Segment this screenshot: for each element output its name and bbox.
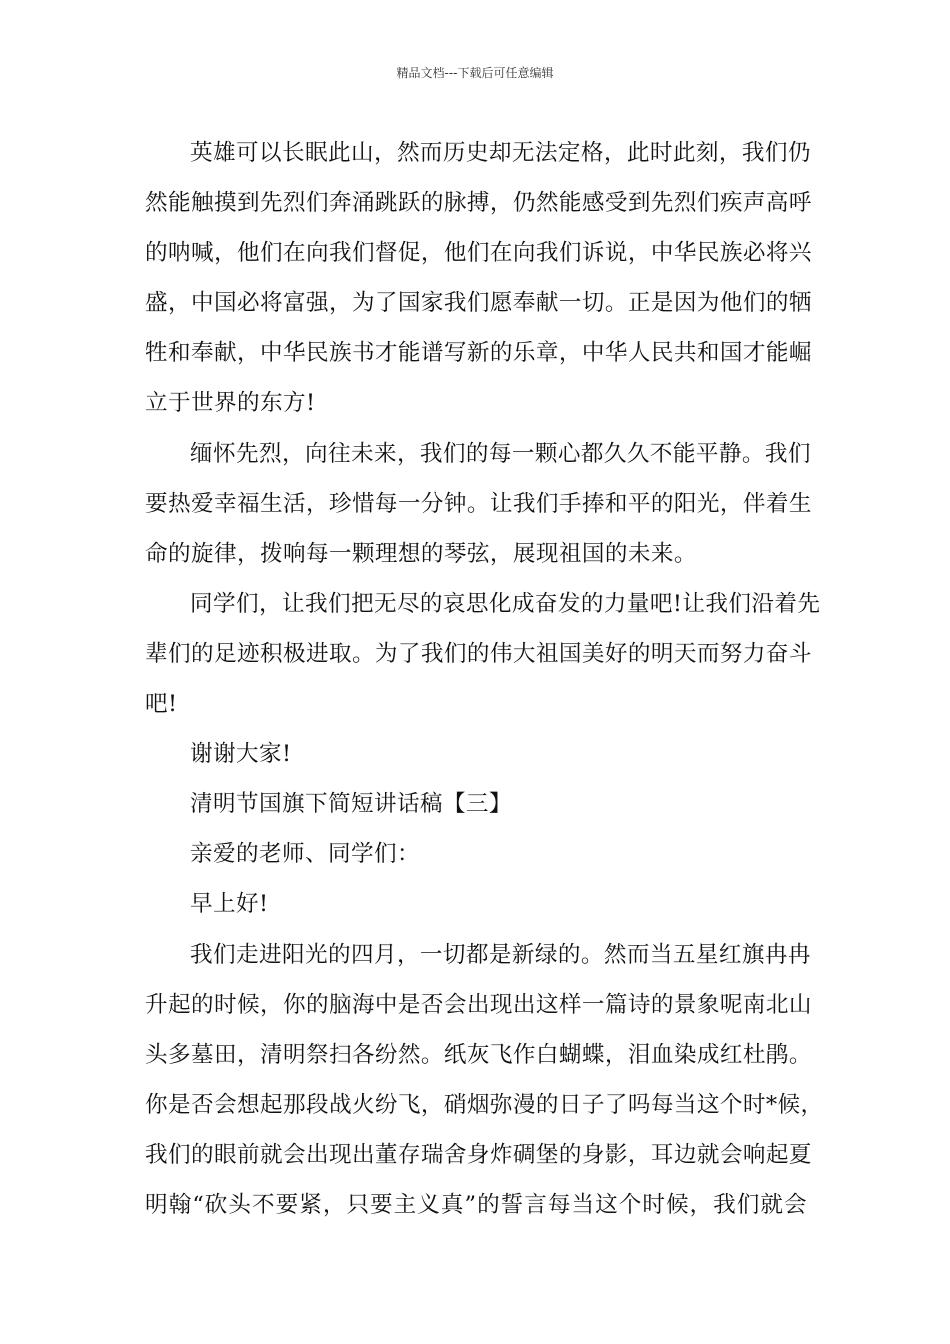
paragraph xyxy=(145,429,812,579)
page-header: 精品文档---下载后可任意编辑 xyxy=(396,66,554,80)
text-line: 命的旋律，拨响每一颗理想的琴弦，展现祖国的未来。 xyxy=(145,540,697,567)
paragraph xyxy=(145,930,824,1231)
section-heading xyxy=(145,779,807,829)
text-line: 明翰“砍头不要紧，只要主义真”的誓言每当这个时候，我们就会 xyxy=(145,1191,807,1218)
text-line: 我们走进阳光的四月，一切都是新绿的。然而当五星红旗冉冉 xyxy=(190,941,811,968)
text-line: 牲和奉献，中华民族书才能谱写新的乐章，中华人民共和国才能崛 xyxy=(145,340,812,367)
text-line: 早上好! xyxy=(190,891,269,918)
text-line: 缅怀先烈，向往未来，我们的每一颗心都久久不能平静。我们 xyxy=(190,440,811,467)
paragraph xyxy=(145,729,807,779)
text-line: 然能触摸到先烈们奔涌跳跃的脉搏，仍然能感受到先烈们疾声高呼 xyxy=(145,190,812,217)
text-line: 头多墓田，清明祭扫各纷然。纸灰飞作白蝴蝶，泪血染成红杜鹃。 xyxy=(145,1041,812,1068)
text-line: 同学们，让我们把无尽的哀思化成奋发的力量吧!让我们沿着先 xyxy=(190,590,821,617)
text-line: 盛，中国必将富强，为了国家我们愿奉献一切。正是因为他们的牺 xyxy=(145,290,812,317)
text-line: 亲爱的老师、同学们： xyxy=(190,841,420,868)
text-line: 辈们的足迹积极进取。为了我们的伟大祖国美好的明天而努力奋斗 xyxy=(145,640,812,667)
text-line: 谢谢大家! xyxy=(190,741,292,768)
text-line: 升起的时候，你的脑海中是否会出现出这样一篇诗的景象呢南北山 xyxy=(145,991,812,1018)
text-line: 要热爱幸福生活，珍惜每一分钟。让我们手捧和平的阳光，伴着生 xyxy=(145,490,812,517)
text-line: 吧! xyxy=(145,691,178,718)
paragraph xyxy=(145,579,821,729)
text-line: 的呐喊，他们在向我们督促，他们在向我们诉说，中华民族必将兴 xyxy=(145,240,812,267)
text-line: 英雄可以长眠此山，然而历史却无法定格，此时此刻，我们仍 xyxy=(190,140,811,166)
paragraph xyxy=(145,128,812,429)
greeting xyxy=(145,879,807,929)
text-line: 清明节国旗下简短讲话稿【三】 xyxy=(190,791,512,818)
salutation xyxy=(145,829,807,879)
document-body xyxy=(145,128,824,1230)
text-line: 我们的眼前就会出现出董存瑞舍身炸碉堡的身影，耳边就会响起夏 xyxy=(145,1141,812,1168)
text-line: 你是否会想起那段战火纷飞，硝烟弥漫的日子了吗每当这个时*候， xyxy=(145,1091,824,1118)
text-line: 立于世界的东方! xyxy=(145,390,316,417)
